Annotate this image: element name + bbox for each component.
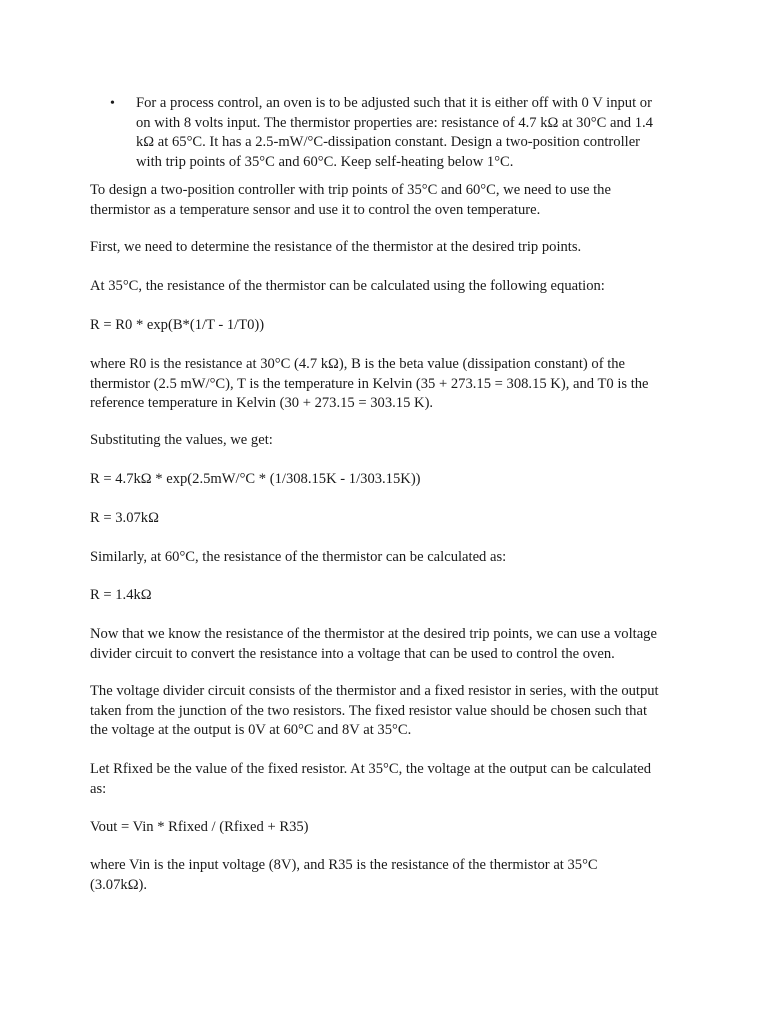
step-resistance-paragraph: First, we need to determine the resistance of the thermistor at the desired trip points. — [90, 239, 582, 255]
variable-definitions-paragraph: where R0 is the resistance at 30°C (4.7 kΩ), B is the beta value (dissipation constant) of the thermistor (2.5 mW/°C), T is the temperature in Kelvin (35 + 273.15 = 308.15 K), and T0 is the reference temperature in Kelvin (30 + 273.15 = 303.15 K). — [90, 356, 649, 411]
intro-paragraph: To design a two-position controller with trip points of 35°C and 60°C, we need to use the thermistor as a temperature sensor and use it to control the oven temperature. — [90, 182, 611, 218]
vin-definition-paragraph: where Vin is the input voltage (8V), and R35 is the resistance of the thermistor at 35°C (3.07kΩ). — [90, 857, 598, 893]
voltage-divider-description-paragraph: The voltage divider circuit consists of the thermistor and a fixed resistor in series, with the output taken from the junction of the two resistors. The fixed resistor value should be chosen such that the voltage at the output is 0V at 60°C and 8V at 35°C. — [90, 683, 659, 738]
rfixed-intro-paragraph: Let Rfixed be the value of the fixed resistor. At 35°C, the voltage at the output can be calculated as: — [90, 761, 652, 797]
substitution-intro-paragraph: Substituting the values, we get: — [90, 432, 273, 448]
similarly-60c-paragraph: Similarly, at 60°C, the resistance of the thermistor can be calculated as: — [90, 549, 507, 565]
result-60c: R = 1.4kΩ — [90, 587, 152, 603]
resistance-equation: R = R0 * exp(B*(1/T - 1/T0)) — [90, 317, 265, 333]
result-35c: R = 3.07kΩ — [90, 510, 159, 526]
voltage-divider-intro-paragraph: Now that we know the resistance of the thermistor at the desired trip points, we can use a voltage divider circuit to convert the resistance into a voltage that can be used to control the oven. — [90, 626, 657, 662]
problem-statement-text: For a process control, an oven is to be adjusted such that it is either off with 0 V input or on with 8 volts input. The thermistor properties are: resistance of 4.7 kΩ at 30°C and 1.4 kΩ at 65°C. It has a 2.5-mW/°C-dissipation constant. Design a two-position controller with trip points of 35°C and 60°C. Keep self-heating below 1°C. — [136, 95, 653, 170]
vout-equation: Vout = Vin * Rfixed / (Rfixed + R35) — [90, 819, 309, 835]
substituted-equation: R = 4.7kΩ * exp(2.5mW/°C * (1/308.15K - 1/303.15K)) — [90, 471, 421, 487]
equation-intro-paragraph: At 35°C, the resistance of the thermistor can be calculated using the following equation: — [90, 278, 605, 294]
bullet-icon: • — [110, 96, 115, 111]
